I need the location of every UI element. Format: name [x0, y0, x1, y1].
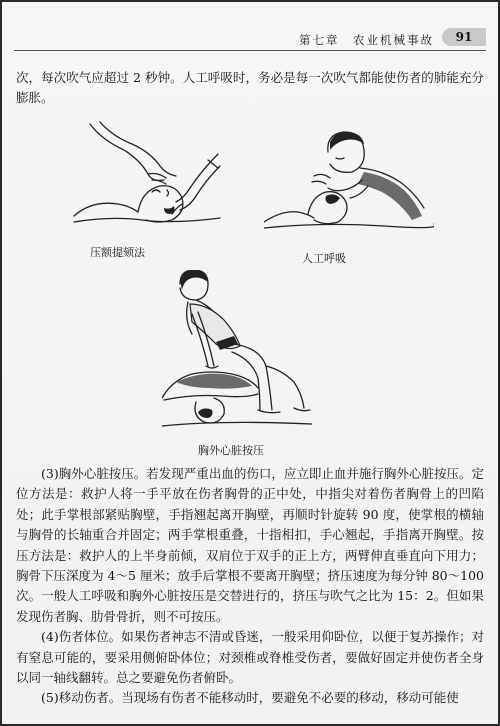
figure-rescue-breathing [264, 130, 434, 265]
figure-head-tilt [72, 120, 222, 259]
figure-chest-compression [162, 270, 312, 457]
paragraph-moving-patient: (5)移动伤者。当现场有伤者不能移动时，要避免不必要的移动，移动可能使 [41, 690, 459, 706]
page-number: 91 [442, 28, 486, 46]
chest-compression-illustration [162, 270, 312, 428]
main-paragraphs [16, 464, 484, 709]
head-tilt-illustration [72, 120, 222, 238]
paragraph-patient-position: (4)伤者体位。如果伤者神志不清或昏迷，一般采用仰卧位，以便于复苏操作；对有窒息可能的，要采用侧俯卧体位；对颈椎或脊椎受伤者，要做好固定并使伤者全身以同一轴线翻转。总之要避免伤者俯卧。 [16, 629, 484, 686]
head-tilt-caption: 压额提颏法 [90, 246, 145, 259]
paragraph-chest-compression: (3)胸外心脏按压。若发现严重出血的伤口，应立即止血并施行胸外心脏按压。定位方法是：救护人将一手平放在伤者胸骨的正中处，中指尖对着伤者胸骨上的凹陷处；此手掌根部紧贴胸壁，手指翘起离开胸壁，再顺时针旋转 90 度，使掌根的横轴与胸骨的长轴重合并固定；两手掌根重叠，十指相扣，手心翘起，手指离开胸壁。按压方法是：救护人的上半身前倾，双肩位于双手的正上方，两臂伸直垂直向下用力；胸骨下压深度为 4～5 厘米；放手后掌根不要离开胸壁；挤压速度为每分钟 80～100 次。一般人工呼吸和胸外心脏按压是交替进行的，挤压与吹气之比为 15：2。但如果发现伤者胸、肋骨骨折，则不可按压。 [16, 466, 484, 624]
rescue-breathing-caption: 人工呼吸 [302, 252, 346, 265]
chest-compression-caption: 胸外心脏按压 [198, 444, 264, 457]
top-paragraph [16, 68, 484, 109]
top-paragraph-text: 次，每次吹气应超过 2 秒钟。人工呼吸时，务必是每一次吹气都能使伤者的肺能充分膨胀。 [16, 70, 484, 106]
chapter-title: 第七章 农业机械事故 [299, 33, 434, 47]
running-header [14, 28, 486, 51]
rescue-breathing-illustration [264, 130, 434, 238]
